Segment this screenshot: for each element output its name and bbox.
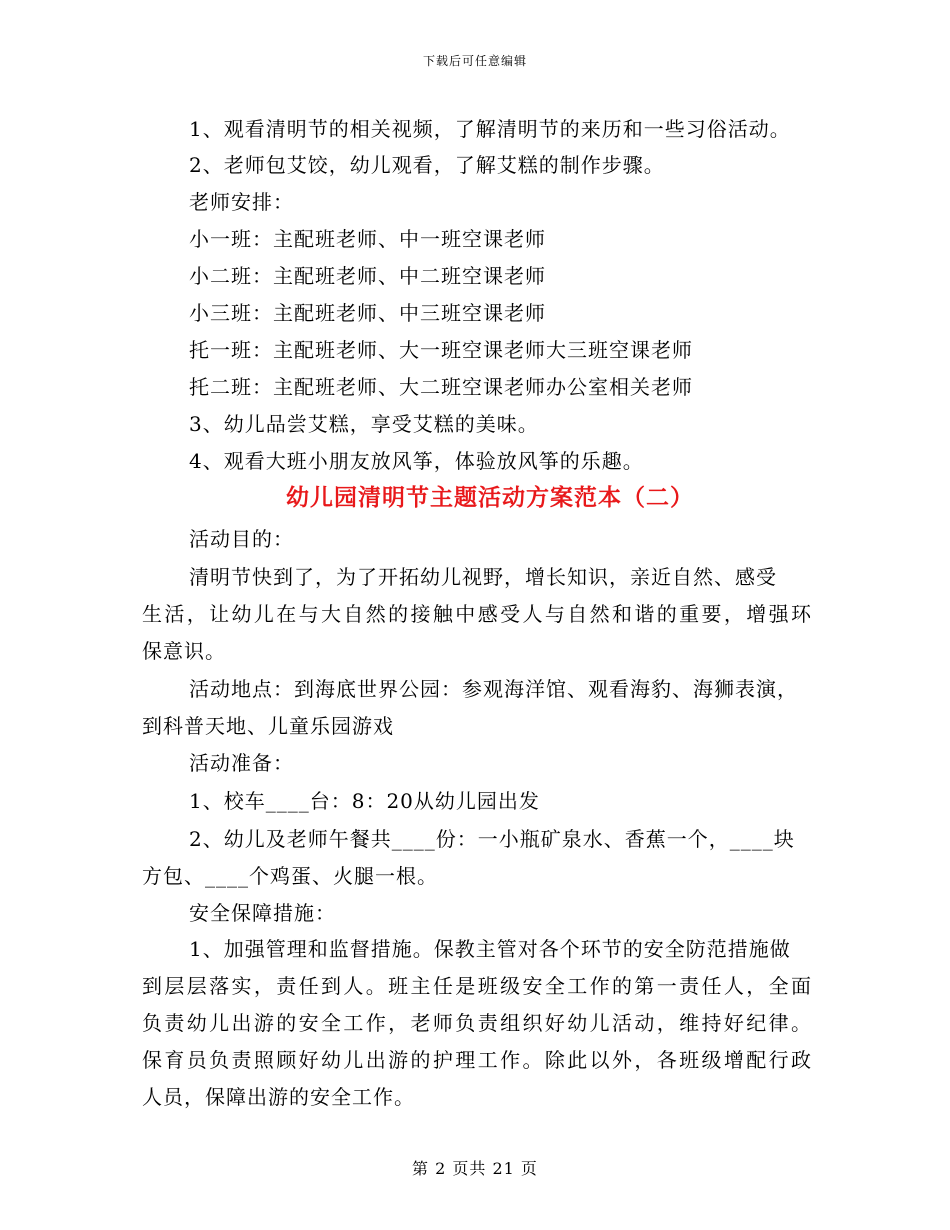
section-heading: 老师安排： (189, 190, 294, 214)
paragraph-line: 生活，让幼儿在与大自然的接触中感受人与自然和谐的重要，增强环 (142, 602, 812, 626)
list-item: 1、校车____台：8：20从幼儿园出发 (189, 789, 540, 813)
list-item: 1、观看清明节的相关视频，了解清明节的来历和一些习俗活动。 (189, 117, 791, 141)
paragraph-line: 人员，保障出游的安全工作。 (142, 1085, 415, 1109)
list-item: 3、幼儿品尝艾糕，享受艾糕的美味。 (189, 412, 539, 436)
list-item: 4、观看大班小朋友放风筝，体验放风筝的乐趣。 (189, 449, 644, 473)
paragraph-line: 1、加强管理和监督措施。保教主管对各个环节的安全防范措施做 (189, 937, 791, 961)
paragraph-line: 到科普天地、儿童乐园游戏 (142, 714, 394, 738)
section-title: 幼儿园清明节主题活动方案范本（二） (286, 484, 694, 511)
list-item: 托二班：主配班老师、大二班空课老师办公室相关老师 (189, 375, 693, 399)
paragraph-line: 到层层落实，责任到人。班主任是班级安全工作的第一责任人，全面 (142, 974, 812, 998)
section-heading: 活动目的： (189, 527, 294, 551)
list-item: 方包、____个鸡蛋、火腿一根。 (142, 864, 438, 888)
page-header: 下载后可任意编辑 (422, 54, 527, 68)
paragraph-line: 保意识。 (142, 639, 226, 663)
section-heading: 活动准备： (189, 751, 294, 775)
paragraph-line: 保育员负责照顾好幼儿出游的护理工作。除此以外，各班级增配行政 (142, 1048, 812, 1072)
list-item: 托一班：主配班老师、大一班空课老师大三班空课老师 (189, 338, 693, 362)
paragraph-line: 清明节快到了，为了开拓幼儿视野，增长知识，亲近自然、感受 (189, 565, 777, 589)
page-footer: 第 2 页共 21 页 (412, 1159, 538, 1178)
list-item: 小一班：主配班老师、中一班空课老师 (189, 227, 546, 251)
section-heading: 安全保障措施： (189, 901, 336, 925)
paragraph-line: 活动地点：到海底世界公园：参观海洋馆、观看海豹、海狮表演， (189, 677, 798, 701)
list-item: 小二班：主配班老师、中二班空课老师 (189, 264, 546, 288)
list-item: 小三班：主配班老师、中三班空课老师 (189, 301, 546, 325)
list-item: 2、老师包艾饺，幼儿观看，了解艾糕的制作步骤。 (189, 153, 665, 177)
list-item: 2、幼儿及老师午餐共____份：一小瓶矿泉水、香蕉一个，____块 (189, 827, 795, 851)
paragraph-line: 负责幼儿出游的安全工作，老师负责组织好幼儿活动，维持好纪律。 (142, 1011, 812, 1035)
